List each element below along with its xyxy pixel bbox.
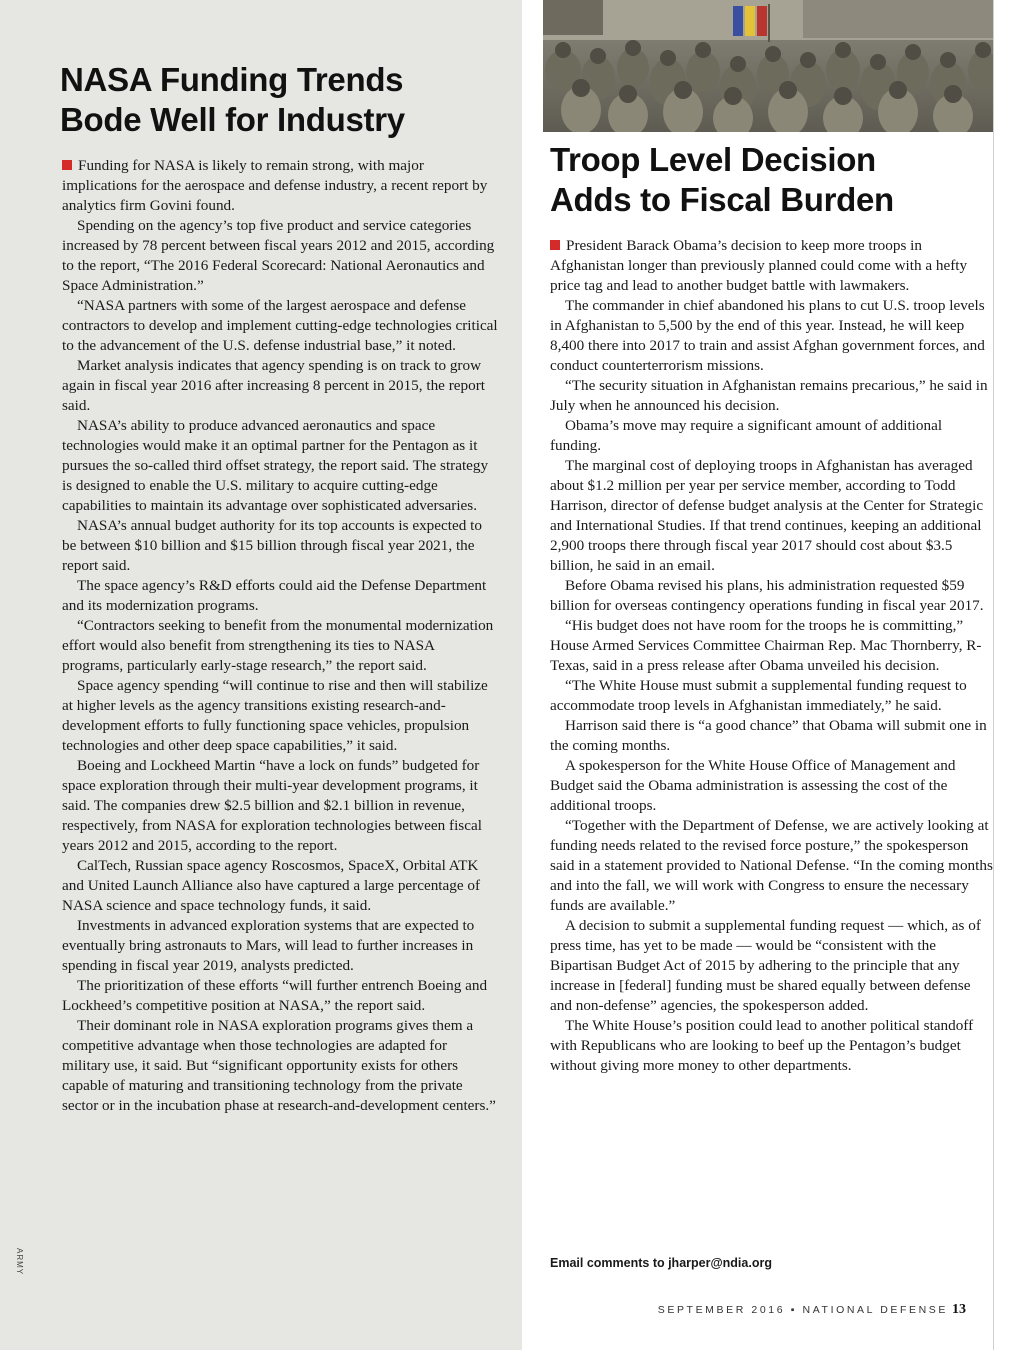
- left-paragraph: Market analysis indicates that agency spending is on track to grow again in fiscal year 2016 after increasing 8 percent in 2015, the report said.: [62, 357, 485, 414]
- right-paragraph: “His budget does not have room for the troops he is committing,” House Armed Services Committee Chairman Rep. Mac Thornberry, R-Texas, said in a press release after Obama unveiled his decision.: [550, 617, 982, 674]
- left-paragraph: Their dominant role in NASA exploration programs gives them a competitive advantage when those technologies are adapted for military use, it said. But “significant opportunity exists for others capable of maturing and transitioning technology from the private sector or in the incubation phase at research-and-development centers.”: [62, 1017, 496, 1114]
- email-comments-line: Email comments to jharper@ndia.org: [550, 1256, 772, 1270]
- right-paragraph: Obama’s move may require a significant amount of additional funding.: [550, 417, 943, 454]
- right-paragraph: The White House’s position could lead to another political standoff with Republicans who are looking to beef up the Pentagon’s budget without giving more money to other departments.: [550, 1017, 974, 1074]
- page-footer: [658, 1302, 966, 1318]
- right-paragraph: Before Obama revised his plans, his administration requested $59 billion for overseas contingency operations funding in fiscal year 2017.: [550, 577, 984, 614]
- right-headline-line2: Adds to Fiscal Burden: [550, 181, 894, 218]
- left-paragraph: “NASA partners with some of the largest aerospace and defense contractors to develop and implement cutting-edge technologies critical to the advancement of the U.S. defense industrial base,” it noted.: [62, 297, 498, 354]
- right-paragraph: President Barack Obama’s decision to keep more troops in Afghanistan longer than previously planned could come with a hefty price tag and lead to another budget battle with lawmakers.: [550, 237, 968, 294]
- troops-photo: [543, 0, 993, 132]
- left-paragraph: Spending on the agency’s top five product and service categories increased by 78 percent between fiscal years 2012 and 2015, according to the report, “The 2016 Federal Scorecard: National Aeronautics and Space Administration.”: [62, 217, 495, 294]
- right-article-body: [550, 236, 994, 1076]
- right-paragraph: Harrison said there is “a good chance” that Obama will submit one in the coming months.: [550, 717, 987, 754]
- right-paragraph: The commander in chief abandoned his plans to cut U.S. troop levels in Afghanistan to 5,500 by the end of this year. Instead, he will keep 8,400 there into 2017 to train and assist Afghan government forces, and conduct counterterrorism missions.: [550, 297, 985, 374]
- left-headline-line2: Bode Well for Industry: [60, 101, 405, 138]
- left-paragraph: Space agency spending “will continue to rise and then will stabilize at higher levels as the agency transitions existing research-and-development efforts to fully functioning space vehicles, propulsion technologies and other deep space capabilities,” it said.: [62, 677, 488, 754]
- left-paragraph: The space agency’s R&D efforts could aid the Defense Department and its modernization programs.: [62, 577, 487, 614]
- footer-text: SEPTEMBER 2016 ▪ NATIONAL DEFENSE: [657, 1304, 948, 1316]
- right-paragraph: “Together with the Department of Defense, we are actively looking at funding needs related to the revised force posture,” the spokesperson said in a statement provided to National Defense. “In the coming months and into the fall, we will work with Congress to ensure the necessary funds are available.”: [550, 817, 993, 914]
- page-number: 13: [952, 1302, 966, 1317]
- left-paragraph: NASA’s annual budget authority for its top accounts is expected to be between $10 billion and $15 billion through fiscal year 2021, the report said.: [62, 517, 482, 574]
- left-paragraph: Investments in advanced exploration systems that are expected to eventually bring astronauts to Mars, will lead to further increases in spending in fiscal year 2019, analysts predicted.: [62, 917, 475, 974]
- right-paragraph: A decision to submit a supplemental funding request — which, as of press time, has yet to be made — would be “consistent with the Bipartisan Budget Act of 2015 by adhering to the principle that any increase in [federal] funding must be shared equally between defense and non-defense” agencies, the spokesperson added.: [550, 917, 981, 1014]
- left-article-body: [62, 156, 498, 1116]
- right-paragraph: A spokesperson for the White House Office of Management and Budget said the Obama administration is assessing the cost of the additional troops.: [550, 757, 956, 814]
- page-edge-line: [993, 0, 994, 1350]
- left-paragraph: Funding for NASA is likely to remain strong, with major implications for the aerospace and defense industry, a recent report by analytics firm Govini found.: [62, 157, 488, 214]
- photo-credit: ARMY: [15, 1248, 24, 1276]
- left-paragraph: NASA’s ability to produce advanced aeronautics and space technologies would make it an optimal partner for the Pentagon as it pursues the so-called third offset strategy, the report said. The strategy is designed to enable the U.S. military to acquire cutting-edge capabilities to maintain its advantage over sophisticated adversaries.: [62, 417, 489, 514]
- right-paragraph: “The security situation in Afghanistan remains precarious,” he said in July when he announced his decision.: [550, 377, 988, 414]
- left-paragraph: Boeing and Lockheed Martin “have a lock on funds” budgeted for space exploration through their multi-year development programs, it said. The companies drew $2.5 billion and $2.1 billion in revenue, respectively, from NASA for exploration technologies between fiscal years 2012 and 2015, according to the report.: [62, 757, 482, 854]
- bullet-square-icon: [62, 160, 72, 170]
- right-article-column: [522, 0, 1024, 1350]
- troops-photo-illustration: [543, 0, 993, 132]
- left-paragraph: CalTech, Russian space agency Roscosmos, SpaceX, Orbital ATK and United Launch Alliance also have captured a large percentage of NASA science and space technology funds, it said.: [62, 857, 481, 914]
- right-paragraph: The marginal cost of deploying troops in Afghanistan has averaged about $1.2 million per year per service member, according to Todd Harrison, director of defense budget analysis at the Center for Strategic and International Studies. If that trend continues, keeping an additional 2,900 troops there through fiscal year 2017 should cost about $3.5 billion, he said in an email.: [550, 457, 984, 574]
- right-headline-line1: Troop Level Decision: [550, 141, 876, 178]
- left-paragraph: The prioritization of these efforts “will further entrench Boeing and Lockheed’s competitive position at NASA,” the report said.: [62, 977, 488, 1014]
- left-headline-line1: NASA Funding Trends: [60, 61, 404, 98]
- right-paragraph: “The White House must submit a supplemental funding request to accommodate troop levels in Afghanistan immediately,” he said.: [550, 677, 967, 714]
- left-headline: [60, 60, 510, 140]
- bullet-square-icon: [550, 240, 560, 250]
- right-headline: [550, 140, 990, 220]
- left-paragraph: “Contractors seeking to benefit from the monumental modernization effort would also benefit from strengthening its ties to NASA programs, particularly early-stage research,” the report said.: [62, 617, 494, 674]
